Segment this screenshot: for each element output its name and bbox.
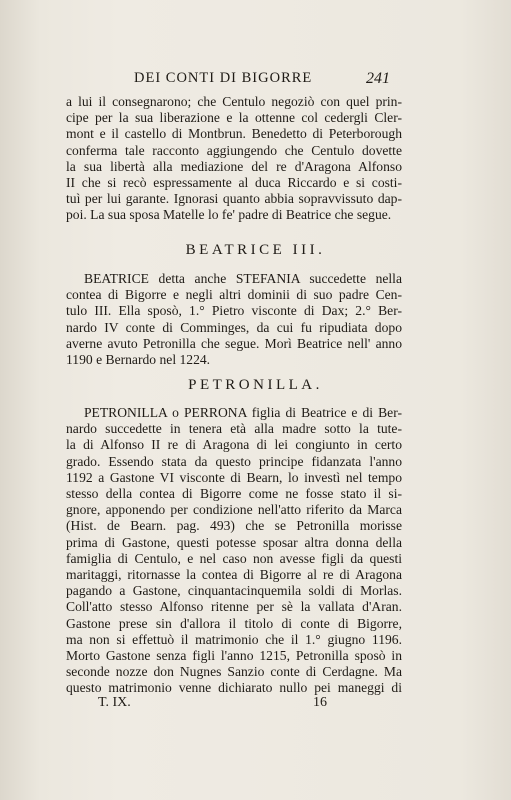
signature-mark: T. IX.: [98, 695, 131, 710]
text-line: II che si recò espressamente al duca Riccardo e si costi-: [66, 175, 402, 191]
text-line: maritaggi, ritornasse la contea di Bigorre al re di Aragona: [66, 567, 402, 583]
text-line: (Hist. de Bearn. pag. 493) che se Petronilla morisse: [66, 518, 402, 534]
section-heading-petronilla: PETRONILLA.: [188, 377, 323, 393]
text-line: Gastone prese sin d'allora il titolo di conte di Bigorre,: [66, 615, 402, 631]
text-line: la di Alfonso II re di Aragona di lei congiunto in certo: [66, 437, 402, 453]
text-line: PETRONILLA o PERRONA figlia di Beatrice e di Ber-: [84, 405, 402, 420]
text-line: tulo III. Ella sposò, 1.° Pietro visconte di Dax; 2.° Ber-: [66, 303, 402, 319]
text-line: la sua libertà alla mediazione del re d'Aragona Alfonso: [66, 158, 402, 174]
sheet-number: 16: [313, 695, 327, 710]
text-line: nardo succedette in tenera età alla madre sotto la tute-: [66, 421, 402, 437]
text-line: gnore, apponendo per condizione nell'atto riferito da Marca: [66, 502, 402, 518]
text-line: BEATRICE detta anche STEFANIA succedette nella: [84, 271, 402, 286]
text-line: prima di Gastone, questi potesse sposar altra donna della: [66, 534, 402, 550]
page-header: [0, 70, 511, 90]
continuation-paragraph: [66, 94, 402, 224]
section-heading-beatrice: BEATRICE III.: [185, 242, 326, 258]
text-line: questo matrimonio venne dichiarato nullo pei maneggi di: [66, 680, 402, 696]
text-line: conferma tale racconto aggiungendo che Centulo dovette: [66, 142, 402, 158]
text-line: cipe per la sua liberazione e la ottenne col cedergli Cler-: [66, 110, 402, 126]
text-line: pagando a Gastone, cinquantacinquemila soldi di Morlas.: [66, 583, 402, 599]
text-line: averne avuto Petronilla che segue. Morì Beatrice nell' anno: [66, 335, 402, 351]
text-line: Coll'atto stesso Alfonso ritenne per sè la vallata d'Aran.: [66, 599, 402, 615]
text-line: tuì per lui garante. Ignorasi quanto abbia sopravvissuto dap-: [66, 191, 402, 207]
text-line: nardo IV conte di Comminges, da cui fu ripudiata dopo: [66, 319, 402, 335]
text-line: Morto Gastone senza figli l'anno 1215, Petronilla sposò in: [66, 648, 402, 664]
text-line: a lui il consegnarono; che Centulo negoziò con quel prin-: [66, 94, 402, 109]
petronilla-paragraph: [66, 405, 402, 697]
text-line: ma non si effettuò il matrimonio che il 1.° giugno 1196.: [66, 631, 402, 647]
text-line: famiglia di Centulo, e nel caso non avesse figli da questi: [66, 550, 402, 566]
text-line: contea di Bigorre e negli altri dominii di suo padre Cen-: [66, 287, 402, 303]
text-line: stesso della contea di Bigorre come ne fosse stato il si-: [66, 486, 402, 502]
text-line: grado. Essendo stata da questo principe fidanzata l'anno: [66, 453, 402, 469]
text-line: 1190 e Bernardo nel 1224.: [66, 352, 211, 368]
text-line: poi. La sua sposa Matelle lo fe' padre di Beatrice che segue.: [66, 207, 392, 223]
text-line: 1192 a Gastone VI visconte di Bearn, lo investì nel tempo: [66, 469, 402, 485]
page-footer: [0, 695, 511, 715]
page-number: 241: [366, 70, 390, 87]
text-line: mont e il castello di Montbrun. Benedetto di Peterborough: [66, 126, 402, 142]
text-line: seconde nozze don Nugnes Sanzio conte di Cerdagne. Ma: [66, 664, 402, 680]
running-head: DEI CONTI DI BIGORRE: [134, 70, 313, 86]
beatrice-paragraph: [66, 271, 402, 368]
